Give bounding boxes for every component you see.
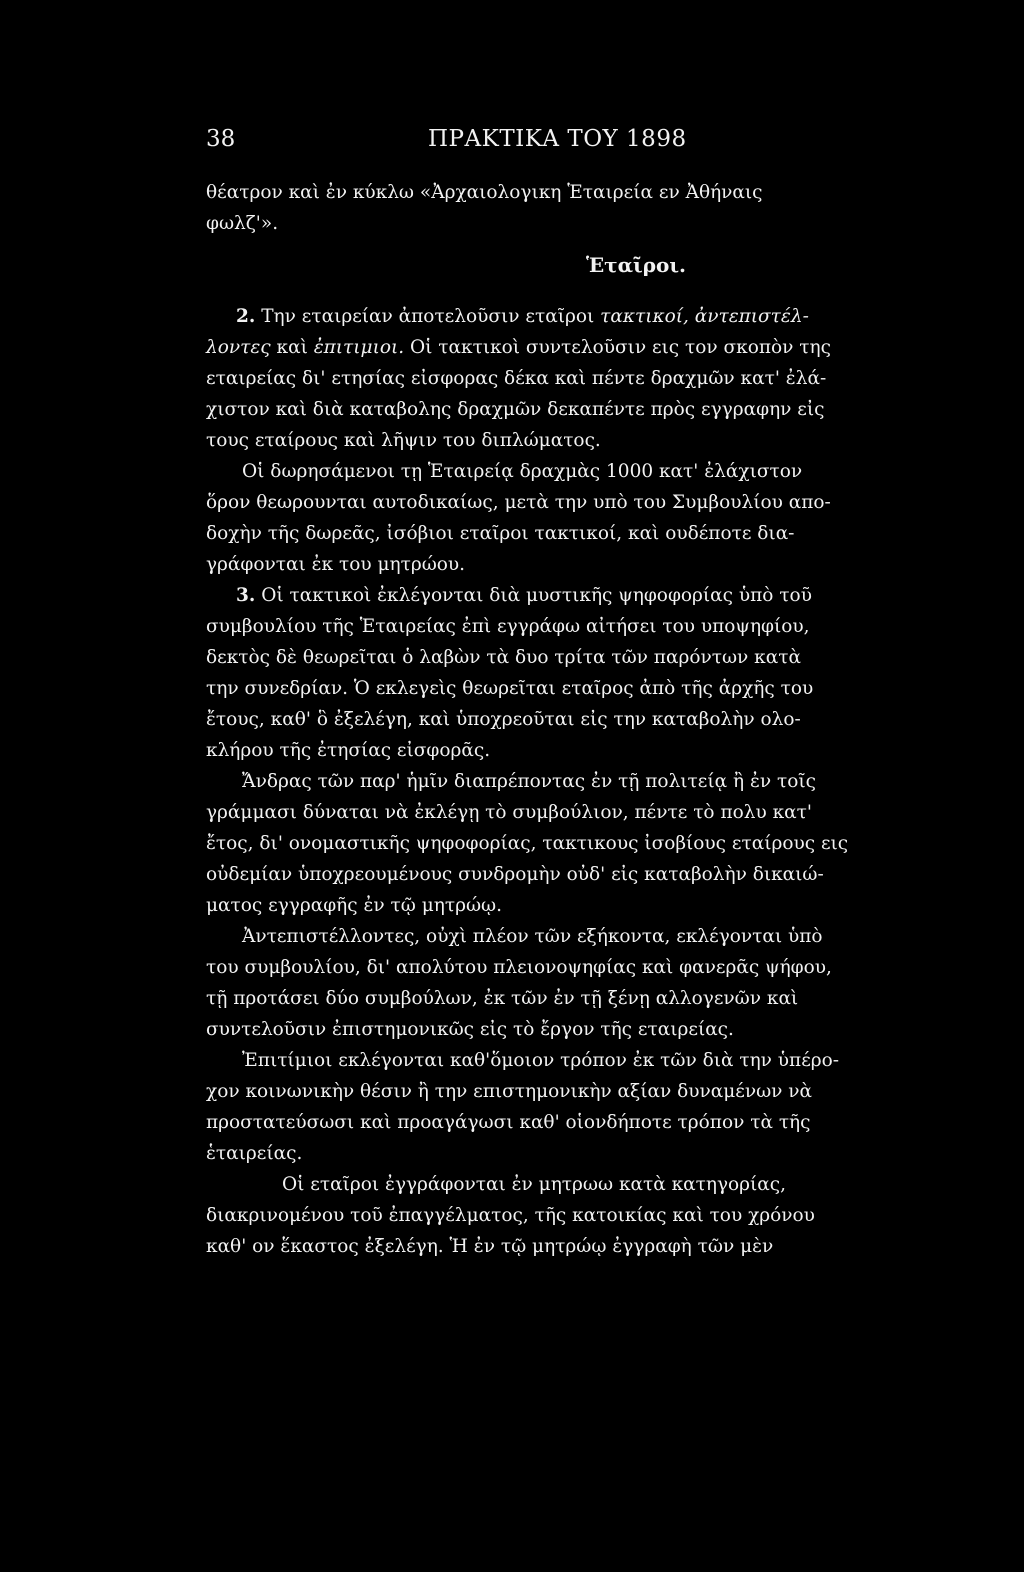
running-title: ΠΡΑΚΤΙΚΑ ΤΟΥ 1898: [428, 126, 687, 152]
text-span: καὶ: [270, 337, 314, 358]
text-line: θέατρον καὶ ἐν κύκλω «Ἀρχαιολογικη Ἑταιρεία εν Ἀθήναις: [206, 182, 763, 203]
italic-term: λοντες: [206, 337, 271, 358]
text-line: εταιρείας δι' ετησίας εἰσφορας δέκα καὶ πέντε δραχμῶν κατ' ἐλά-: [206, 368, 827, 389]
section-number: 2.: [236, 306, 256, 327]
paragraph-2-line: [206, 301, 870, 332]
text-line: Οἱ δωρησάμενοι τῃ Ἑταιρείᾳ δραχμὰς 1000 κατ' ἐλάχιστον: [242, 461, 803, 482]
text-line: κλήρου τῆς ἐτησίας εἰσφορᾶς.: [206, 740, 491, 761]
text-line: οὐδεμίαν ὑποχρεουμένους συνδρομὴν οὐδ' εἰς καταβολὴν δικαιώ-: [206, 864, 824, 885]
text-line: ματος εγγραφῆς ἐν τῷ μητρώῳ.: [206, 895, 502, 916]
text-line: γράμμασι δύναται νὰ ἐκλέγῃ τὸ συμβούλιον, πέντε τὸ πολυ κατ': [206, 802, 812, 823]
section-number: 3.: [236, 585, 256, 606]
text-line: διακρινομένου τοῦ ἐπαγγέλματος, τῆς κατοικίας καὶ του χρόνου: [206, 1205, 815, 1226]
text-line: γράφονται ἐκ του μητρώου.: [206, 554, 466, 575]
text-line: ὅρον θεωρουνται αυτοδικαίως, μετὰ την υπὸ του Συμβουλίου απο-: [206, 492, 831, 513]
text-line: ἔτος, δι' ονομαστικῆς ψηφοφορίας, τακτικους ἰσοβίους εταίρους εις: [206, 833, 849, 854]
text-line: ἔτους, καθ' ὃ ἐξελέγη, καὶ ὑποχρεοῦται εἰς την καταβολὴν ολο-: [206, 709, 801, 730]
text-line: καθ' ον ἕκαστος ἐξελέγη. Ἡ ἐν τῷ μητρώῳ ἐγγραφὴ τῶν μὲν: [206, 1236, 774, 1257]
text-span: Οἱ τακτικοὶ ἐκλέγονται διὰ μυστικῆς ψηφοφορίας ὑπὸ τοῦ: [255, 585, 812, 606]
text-line: χιστον καὶ διὰ καταβολης δραχμῶν δεκαπέντε πρὸς εγγραφην εἰς: [206, 399, 825, 420]
text-span: Οἱ τακτικοὶ συντελοῦσιν εις τον σκοπὸν της: [404, 337, 831, 358]
text-line: Ἀντεπιστέλλοντες, οὐχὶ πλέον τῶν εξήκοντα, εκλέγονται ὑπὸ: [242, 926, 823, 947]
text-line: συντελοῦσιν ἐπιστημονικῶς εἰς τὸ ἔργον τῆς εταιρείας.: [206, 1019, 734, 1040]
paragraph-3-line: [206, 580, 870, 611]
text-line: την συνεδρίαν. Ὁ εκλεγεὶς θεωρεῖται εταῖρος ἀπὸ τῆς ἀρχῆς του: [206, 678, 814, 699]
text-span: Την εταιρείαν ἀποτελοῦσιν εταῖροι: [255, 306, 601, 327]
text-line: χον κοινωνικὴν θέσιν ἢ την επιστημονικὴν αξίαν δυναμένων νὰ: [206, 1081, 813, 1102]
text-line: τους εταίρους καὶ λῆψιν του διπλώματος.: [206, 430, 601, 451]
text-line: προστατεύσωσι καὶ προαγάγωσι καθ' οἱονδήποτε τρόπον τὰ τῆς: [206, 1112, 811, 1133]
text-line: συμβουλίου τῆς Ἑταιρείας ἐπὶ εγγράφω αἰτήσει του υποψηφίου,: [206, 616, 810, 637]
page-header: [206, 126, 866, 162]
text-line: Οἱ εταῖροι ἐγγράφονται ἐν μητρωω κατὰ κατηγορίας,: [282, 1174, 787, 1195]
text-line: του συμβουλίου, δι' απολύτου πλειονοψηφίας καὶ φανερᾶς ψήφου,: [206, 957, 832, 978]
text-line: Ἄνδρας τῶν παρ' ἡμῖν διαπρέποντας ἐν τῇ πολιτείᾳ ἢ ἐν τοῖς: [242, 771, 816, 792]
italic-term: τακτικοί, ἀντεπιστέλ-: [600, 306, 809, 327]
page-number: 38: [206, 126, 236, 152]
body-text: [206, 177, 870, 1262]
text-line: δεκτὸς δὲ θεωρεῖται ὁ λαβὼν τὰ δυο τρίτα τῶν παρόντων κατὰ: [206, 647, 801, 668]
italic-term: ἐπιτιμιοι.: [313, 337, 405, 358]
text-line: τῇ προτάσει δύο συμβούλων, ἐκ τῶν ἐν τῇ ξένῃ αλλογενῶν καὶ: [206, 988, 799, 1009]
text-line: δοχὴν τῆς δωρεᾶς, ἰσόβιοι εταῖροι τακτικοί, καὶ ουδέποτε δια-: [206, 523, 795, 544]
text-line: ἑταιρείας.: [206, 1143, 303, 1164]
text-line: φωλζ'».: [206, 213, 279, 234]
section-title: Ἑταῖροι.: [586, 253, 686, 277]
text-line: [206, 332, 870, 363]
text-line: Ἐπιτίμιοι εκλέγονται καθ'ὅμοιον τρόπον ἐκ τῶν διὰ την ὑπέρο-: [242, 1050, 840, 1071]
